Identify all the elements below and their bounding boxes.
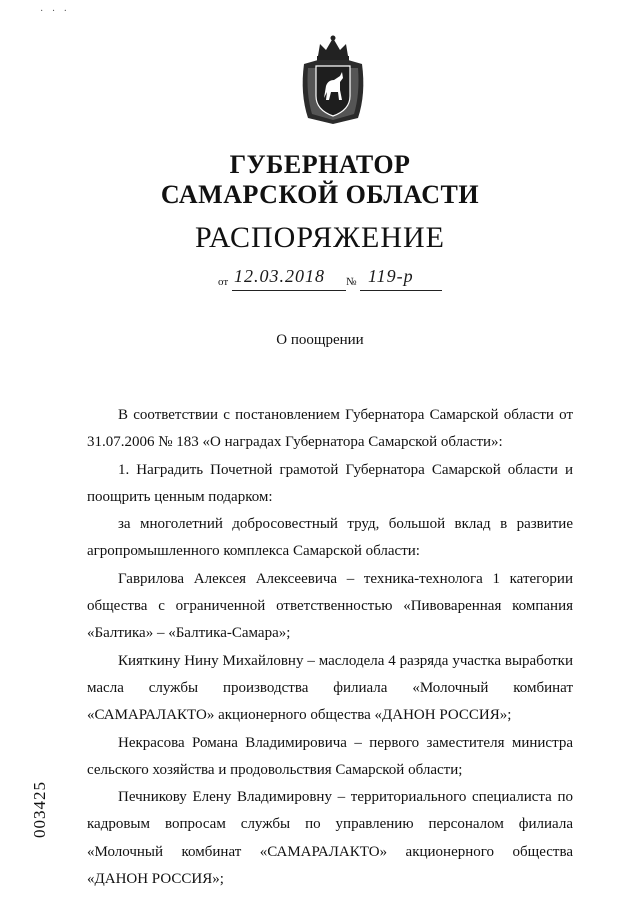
date-underline <box>232 290 346 291</box>
header-title-line-1: ГУБЕРНАТОР <box>229 150 411 179</box>
serial-number: 003425 <box>30 781 49 838</box>
corner-mark: · · · <box>40 6 70 17</box>
paragraph: Некрасова Романа Владимировича – первого заместителя министра сельского хозяйства и продовольствия Самарской области; <box>87 734 573 778</box>
subject-line: О поощрении <box>276 332 364 348</box>
paragraph: Гаврилова Алексея Алексеевича – техника-технолога 1 категории общества с ограниченной ответственностью «Пивоваренная компания «Балтика» – «Балтика-Самара»; <box>87 570 573 642</box>
paragraph: за многолетний добросовестный труд, большой вклад в развитие агропромышленного комплекса Самарской области: <box>87 516 573 560</box>
paragraph: 1. Наградить Почетной грамотой Губернатора Самарской области и поощрить ценным подарком: <box>87 461 573 505</box>
date-from-label: от <box>218 276 229 288</box>
number-underline <box>360 290 442 291</box>
paragraph: Печникову Елену Владимировну – территориального специалиста по кадровым вопросам службы по управлению персоналом филиала «Молочный комбинат «САМАРАЛАКТО» акционерного общества «ДАНОН РОССИЯ»; <box>87 789 573 888</box>
number-label: № <box>346 276 357 288</box>
coat-of-arms-emblem <box>298 34 368 126</box>
number-value: 119-р <box>368 266 414 286</box>
date-value: 12.03.2018 <box>234 266 325 286</box>
header-title-line-2: САМАРСКОЙ ОБЛАСТИ <box>160 180 480 209</box>
dateline <box>218 268 478 292</box>
document-type-title: РАСПОРЯЖЕНИЕ <box>194 221 446 254</box>
document-body <box>87 402 573 893</box>
paragraph: Кияткину Нину Михайловну – маслодела 4 разряда участка выработки масла службы производства филиала «Молочный комбинат «САМАРАЛАКТО» акционерного общества «ДАНОН РОССИЯ»; <box>87 652 573 724</box>
paragraph: В соответствии с постановлением Губернатора Самарской области от 31.07.2006 № 183 «О наградах Губернатора Самарской области»: <box>87 407 573 451</box>
